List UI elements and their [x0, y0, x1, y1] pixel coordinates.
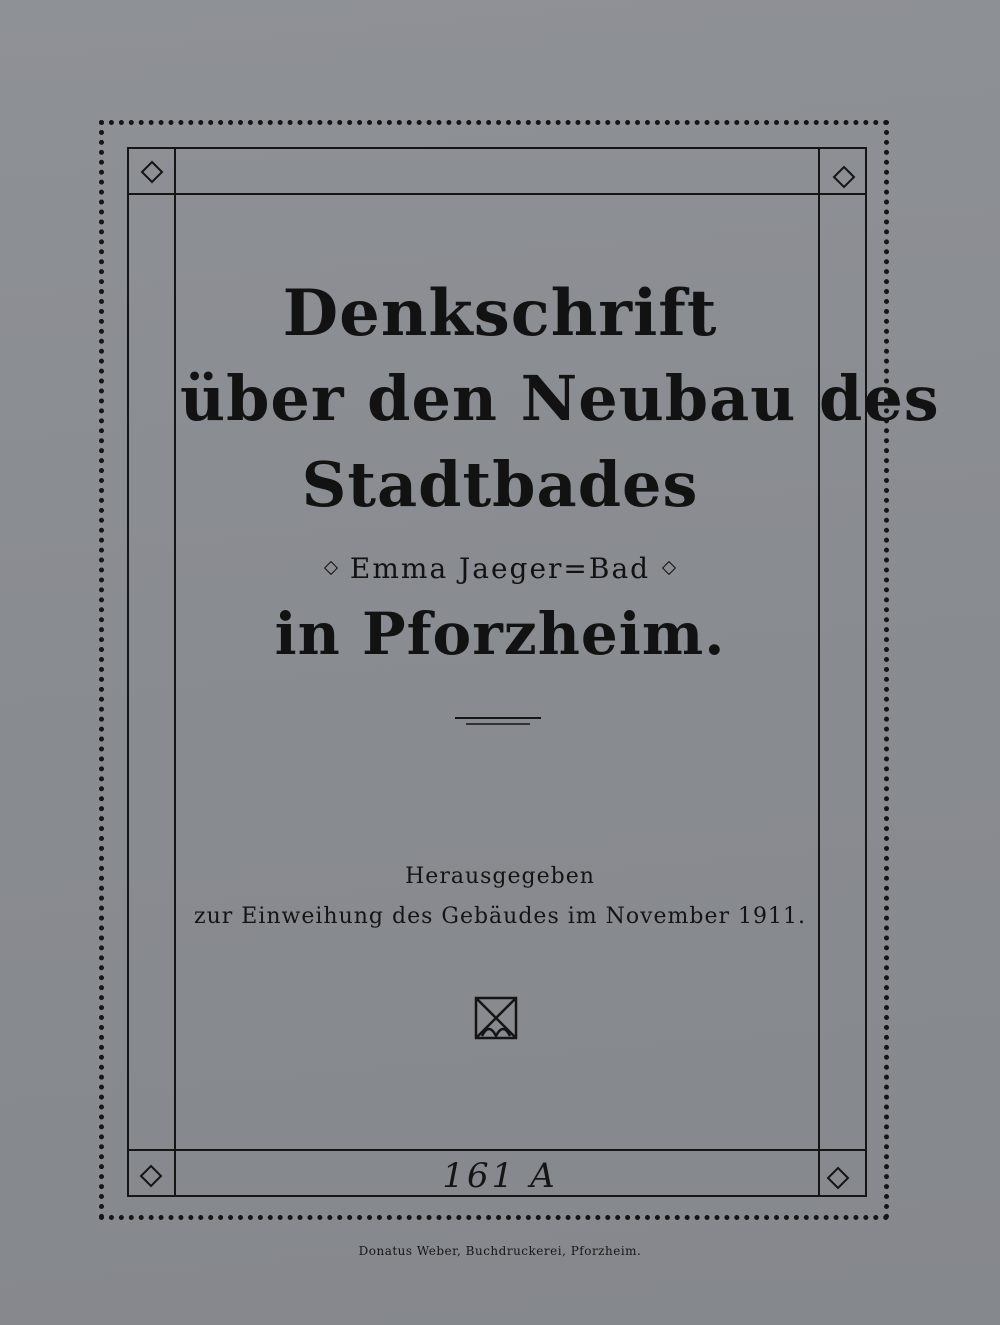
title-line-4	[180, 552, 820, 585]
diamond-ornament-icon	[834, 167, 854, 187]
handwritten-shelfmark: 161 A	[442, 1156, 558, 1196]
diamond-ornament-icon	[141, 1166, 161, 1186]
bath-name: Emma Jaeger=Bad	[349, 552, 651, 585]
diamond-ornament-icon	[662, 560, 676, 574]
printer-imprint: Donatus Weber, Buchdruckerei, Pforzheim.	[358, 1244, 642, 1258]
diamond-ornament-icon	[142, 162, 162, 182]
subtitle-line-1: Herausgegeben	[405, 864, 595, 889]
title-line-1: Denkschrift	[282, 276, 718, 351]
title-line-2: über den Neubau des	[180, 362, 940, 435]
subtitle-line-2: zur Einweihung des Gebäudes im November 1911.	[193, 904, 807, 929]
diamond-ornament-icon	[828, 1168, 848, 1188]
title-line-3: Stadtbades	[301, 448, 699, 521]
diamond-ornament-icon	[324, 560, 338, 574]
title-line-5: in Pforzheim.	[274, 600, 726, 668]
printer-mark-icon	[474, 996, 518, 1040]
